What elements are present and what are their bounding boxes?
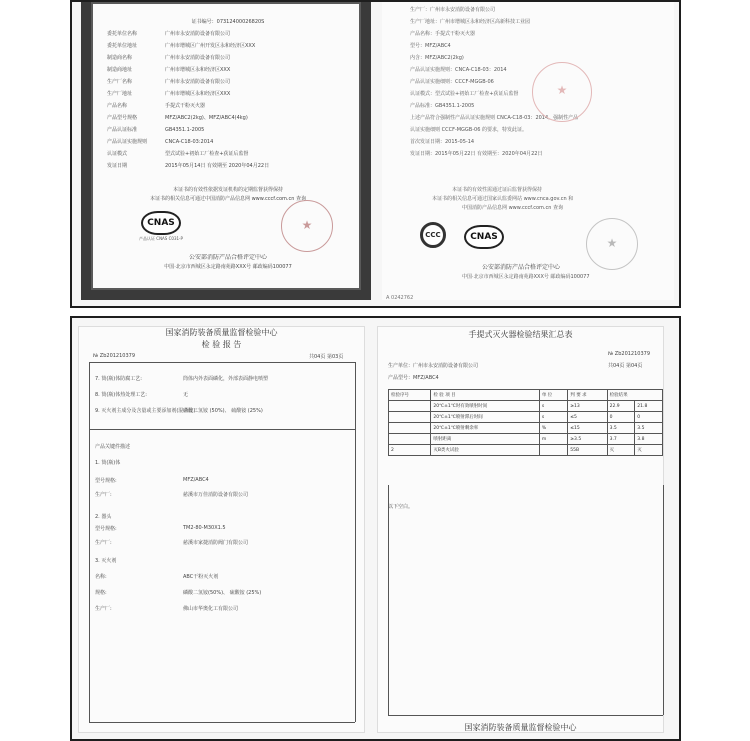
cert-header: 证书编号：07312400026820S [191, 19, 265, 25]
report-row-value: 慈溪市家捷消防阀门有限公司 [183, 540, 249, 546]
report-number: № Zb201210379 [93, 353, 136, 359]
report-row-label: 9. 灭火剂主成分及含量或主要添加剂(混合比): [95, 408, 197, 414]
summary-cell-r1: 3.7 [607, 434, 635, 445]
summary-cell-r1: 0 [607, 412, 635, 423]
cert-line-value: 广州市增城区广州开发区永和经济区XXX [165, 43, 256, 49]
summary-cell-req: ≥3.5 [568, 434, 607, 445]
summary-model: 产品型号：MFZ/ABC4 [388, 375, 439, 381]
report-org: 国家消防装备质量监督检验中心 [165, 328, 278, 337]
cert-line [107, 162, 349, 170]
report-row-label: 7. 筒(瓶)体防腐工艺: [95, 376, 142, 382]
report-row-label: 规格: [95, 590, 107, 596]
summary-cell-item: 喷射距离 [431, 434, 540, 445]
summary-cell-r2: 0 [635, 412, 663, 423]
certificate-seal: ★ [281, 200, 333, 252]
right-line: 首次发证日期：2015-05-14 [410, 139, 475, 145]
summary-cell-req: ≥13 [568, 401, 607, 412]
cert-line-label: 制造商地址 [107, 67, 133, 73]
summary-left-rule [388, 485, 389, 715]
cert-line-label: 发证日期 [107, 163, 128, 169]
head-item: 检 验 项 目 [431, 390, 540, 401]
summary-title: 手提式灭火器检验结果汇总表 [468, 330, 573, 339]
right-issuer: 公安部消防产品合格评定中心 [482, 264, 561, 271]
summary-cell-unit [539, 445, 567, 456]
summary-cell-r2: 3.5 [635, 423, 663, 434]
cert-line-value: 型式试验+初始工厂检查+获证后监督 [165, 151, 249, 157]
cert-line [107, 126, 349, 134]
report-title: 检 验 报 告 [201, 340, 242, 349]
head-unit: 单 位 [539, 390, 567, 401]
summary-cell-req: ≤15 [568, 423, 607, 434]
right-line: 产品标准：GB4351.1-2005 [410, 103, 475, 109]
summary-unit: 生产单位：广州市永安消防设备有限公司 [388, 363, 479, 369]
ccc-certificate-image [81, 2, 371, 300]
report-left-rule [89, 362, 90, 722]
summary-header-row [389, 390, 663, 401]
summary-row [389, 434, 663, 445]
right-footer-3: 中国消防产品信息网 www.cccf.com.cn 查询 [462, 205, 563, 211]
report-row-label: 8. 筒(瓶)体热处理工艺: [95, 392, 147, 398]
cert-issuer-addr: 中国·北京市西城区永定路南苑路XXX号 邮政编码100077 [164, 264, 292, 270]
head-req: 判 要 求 [568, 390, 607, 401]
report-panel [70, 316, 681, 741]
right-line: 产品认证实施细则：CCCF-MGGB-06 [410, 79, 494, 85]
cert-line [107, 78, 349, 86]
report-row-label: 3. 灭火剂 [95, 558, 117, 564]
summary-row [389, 412, 663, 423]
ccc-logo: CCC [420, 222, 446, 248]
summary-table [388, 389, 663, 456]
right-line: 上述产品符合强制性产品认证实施规则 CNCA-C18-03：2014，强制性产品 [410, 115, 579, 121]
report-top-rule [89, 362, 355, 363]
cert-line-label: 产品认证实施规则 [107, 139, 148, 145]
summary-cell-r1: 22.9 [607, 401, 635, 412]
report-bottom-rule [89, 722, 355, 723]
summary-cell-no: 2 [389, 445, 431, 456]
cert-line-label: 生产厂名称 [107, 79, 133, 85]
report-row-value: 慈溪市万佳消防设备有限公司 [183, 492, 249, 498]
summary-cell-no [389, 434, 431, 445]
summary-row [389, 401, 663, 412]
summary-table-page [377, 326, 664, 733]
report-row-value: 无 [183, 392, 189, 398]
report-row-value: ABC干粉灭火剂 [183, 574, 219, 580]
report-row-value: MFZ/ABC4 [183, 477, 209, 483]
right-line: 产品名称：手提式干粉灭火器 [410, 31, 476, 37]
right-line: 型号：MFZ/ABC4 [410, 43, 451, 49]
summary-cell-unit: m [539, 434, 567, 445]
summary-cell-req: ≤5 [568, 412, 607, 423]
cert-line-value: 广州市永安消防设备有限公司 [165, 55, 231, 61]
summary-cell-r2: 灭 [635, 445, 663, 456]
inspection-report-page [78, 326, 365, 733]
cert-line-value: 手提式干粉灭火器 [165, 103, 206, 109]
right-line: 认证模式：型式试验+初始工厂检查+获证后监督 [410, 91, 519, 97]
certificate-inner [91, 2, 361, 290]
summary-blank-note: 以下空白。 [388, 504, 414, 510]
report-row-label: 2. 器头 [95, 514, 112, 520]
cert-line-label: 委托单位地址 [107, 43, 138, 49]
summary-right-rule [663, 485, 664, 715]
report-row-label: 型号规格: [95, 526, 117, 532]
cert-line-label: 制造商名称 [107, 55, 133, 61]
cert-line-value: CNCA-C18-03:2014 [165, 139, 214, 145]
cert-line-value: MFZ/ABC2(2kg)、MFZ/ABC4(4kg) [165, 115, 248, 121]
cnas-logo: CNAS [141, 211, 181, 235]
summary-row [389, 423, 663, 434]
cert-line-value: 广州市永安消防设备有限公司 [165, 79, 231, 85]
cert-line-value: 广州市永安消防设备有限公司 [165, 31, 231, 37]
cert-line [107, 42, 349, 50]
summary-cell-item: 20℃±1℃喷射剩余率 [431, 423, 540, 434]
cert-line-label: 认证模式 [107, 151, 128, 157]
summary-cell-item: 20℃±1℃时有效喷射时间 [431, 401, 540, 412]
right-seal: ★ [532, 62, 592, 122]
cert-line-value: 广州市增城区永和经济区XXX [165, 67, 231, 73]
cert-line-label: 产品认证标准 [107, 127, 138, 133]
right-footer-1: 本证书的有效性需通过证后监督获得保持 [452, 187, 543, 193]
certificate-panel [70, 0, 681, 308]
report-row-value: 筒体内外表面磷化，外部表面静电喷塑 [183, 376, 269, 382]
summary-footer: 国家消防装备质量监督检验中心 [464, 723, 577, 732]
cert-line-label: 产品型号规格 [107, 115, 138, 121]
report-row-label: 生产厂: [95, 606, 112, 612]
report-row-label: 1. 筒(瓶)体 [95, 460, 121, 466]
right-line: 生产厂：广州市永安消防设备有限公司 [410, 7, 496, 13]
report-row-value: 磷酸二氢铵 (50%)、 硫酸铵 (25%) [183, 408, 263, 414]
report-section-rule [89, 429, 355, 430]
cert-line-label: 产品名称 [107, 103, 128, 109]
report-row-label: 产品关键件描述 [95, 444, 131, 450]
summary-cell-r1: 3.5 [607, 423, 635, 434]
cnas-caption: 产品认证 CNAS C031-P [139, 236, 183, 241]
right-line: 内含：MFZ/ABC2(2kg) [410, 55, 464, 61]
report-row-value: 磷酸二氢铵(50%)、 硫酸铵 (25%) [183, 590, 262, 596]
report-row-label: 名称: [95, 574, 107, 580]
report-row-label: 型号规格: [95, 478, 117, 484]
summary-cell-r2: 3.8 [635, 434, 663, 445]
summary-number: № Zb201210379 [608, 351, 651, 357]
right-line: 产品认证实施规则：CNCA-C18-03：2014 [410, 67, 507, 73]
cert-line-label: 生产厂地址 [107, 91, 133, 97]
head-result: 检验结果 [607, 390, 662, 401]
certificate-number: A 0242762 [386, 295, 414, 301]
report-row-label: 生产厂: [95, 492, 112, 498]
report-row-value: 佛山市华奥化工有限公司 [183, 606, 239, 612]
summary-cell-item: 20℃±1℃喷射滞后时间 [431, 412, 540, 423]
summary-page: 共04页 第04页 [608, 363, 643, 369]
summary-cell-r2: 21.8 [635, 401, 663, 412]
report-page: 共04页 第03页 [309, 354, 344, 360]
report-right-rule [355, 362, 356, 722]
summary-bottom-rule [388, 715, 663, 716]
cert-line [107, 150, 349, 158]
right-issuer-addr: 中国·北京市西城区永定路南苑路XXX号 邮政编码100077 [462, 274, 590, 280]
summary-cell-r1: 灭 [607, 445, 635, 456]
summary-cell-unit: s [539, 401, 567, 412]
cert-line [107, 90, 349, 98]
cert-line [107, 138, 349, 146]
head-no: 检验序号 [389, 390, 431, 401]
summary-cell-unit: % [539, 423, 567, 434]
report-row-label: 生产厂: [95, 540, 112, 546]
cert-footer-2: 本证书的相关信息可通过中国消防产品信息网 www.cccf.com.cn 查询 [150, 196, 306, 202]
summary-row [389, 445, 663, 456]
cert-line [107, 114, 349, 122]
cnas-logo-right: CNAS [464, 225, 504, 249]
right-bottom-seal: ★ [586, 218, 638, 270]
summary-cell-req: 55B [568, 445, 607, 456]
cert-line [107, 66, 349, 74]
cert-line [107, 54, 349, 62]
cert-footer-1: 本证书的有效性依据发证机构的定期监督获得保持 [172, 187, 283, 193]
cert-second-page [382, 2, 674, 300]
cert-line-label: 委托单位名称 [107, 31, 138, 37]
right-line: 发证日期：2015年05月22日 有效期至：2020年04月22日 [410, 151, 543, 157]
cert-issuer: 公安部消防产品合格评定中心 [188, 254, 267, 261]
summary-cell-no [389, 401, 431, 412]
summary-cell-no [389, 412, 431, 423]
summary-cell-unit: s [539, 412, 567, 423]
summary-cell-item: 灭B类火试验 [431, 445, 540, 456]
cert-line [107, 30, 349, 38]
cert-line-value: 广州市增城区永和经济区XXX [165, 91, 231, 97]
cert-line [107, 102, 349, 110]
right-footer-2: 本证书的相关信息可通过国家认监委网站 www.cnca.gov.cn 和 [432, 196, 574, 202]
right-line: 认证实施细则 CCCF-MGGB-06 的要求，特发此证。 [410, 127, 527, 133]
cert-line-value: GB4351.1-2005 [165, 127, 205, 133]
report-row-value: TM2-80-M30X1.5 [183, 525, 226, 531]
right-line: 生产厂地址：广州市增城区永和经济区高新科技工业园 [410, 19, 531, 25]
cert-line-value: 2015年05月14日 有效期至 2020年04月22日 [165, 163, 270, 169]
summary-cell-no [389, 423, 431, 434]
